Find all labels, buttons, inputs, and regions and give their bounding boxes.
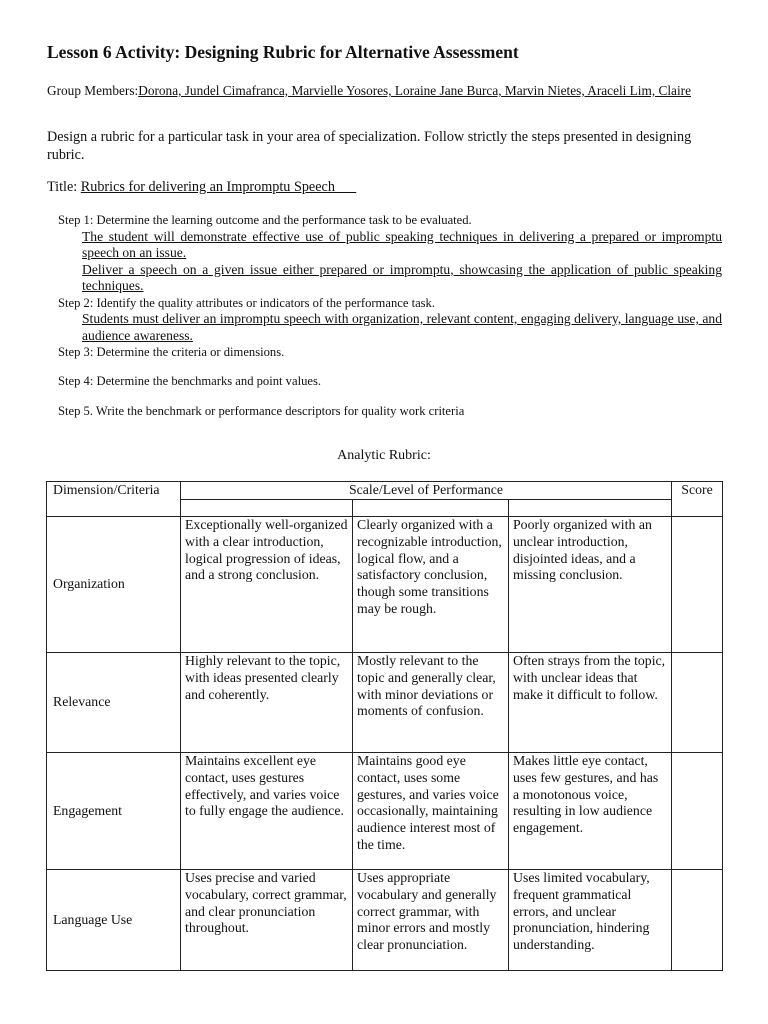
level-2-cell: Maintains good eye contact, uses some gestures, and varies voice occasionally, maintaining audience interest most of the time. bbox=[353, 753, 509, 870]
score-cell[interactable] bbox=[672, 870, 723, 971]
step-1: Step 1: Determine the learning outcome and the performance task to be evaluated. bbox=[58, 213, 472, 227]
header-level-1 bbox=[181, 500, 353, 517]
level-2-cell: Mostly relevant to the topic and generally clear, with minor deviations or moments of confusion. bbox=[353, 653, 509, 753]
rubric-caption: Analytic Rubric: bbox=[337, 448, 431, 463]
table-row bbox=[47, 653, 723, 753]
rubric-title-label: Title: bbox=[47, 179, 81, 195]
steps-section bbox=[58, 212, 722, 420]
header-score: Score bbox=[672, 482, 723, 517]
analytic-rubric-table bbox=[46, 481, 723, 971]
header-scale: Scale/Level of Performance bbox=[181, 482, 672, 500]
header-level-2 bbox=[353, 500, 509, 517]
level-2-cell: Uses appropriate vocabulary and generally correct grammar, with minor errors and mostly clear pronunciation. bbox=[353, 870, 509, 971]
criteria-cell: Engagement bbox=[47, 753, 181, 870]
level-1-cell: Exceptionally well-organized with a clear introduction, logical progression of ideas, and a strong conclusion. bbox=[181, 517, 353, 653]
criteria-cell: Language Use bbox=[47, 870, 181, 971]
level-1-cell: Maintains excellent eye contact, uses gestures effectively, and varies voice to fully engage the audience. bbox=[181, 753, 353, 870]
group-members-names: Dorona, Jundel Cimafranca, Marvielle Yosores, Loraine Jane Burca, Marvin Nietes, Araceli Lim, Claire bbox=[138, 83, 691, 98]
group-members-label: Group Members: bbox=[47, 83, 139, 98]
criteria-cell: Relevance bbox=[47, 653, 181, 753]
level-3-cell: Uses limited vocabulary, frequent grammatical errors, and unclear pronunciation, hindering understanding. bbox=[509, 870, 672, 971]
rubric-title: Rubrics for delivering an Impromptu Speech bbox=[80, 179, 335, 195]
level-3-cell: Often strays from the topic, with unclear ideas that make it difficult to follow. bbox=[509, 653, 672, 753]
header-level-3 bbox=[509, 500, 672, 517]
step-2-answer: Students must deliver an impromptu speech with organization, relevant content, engaging delivery, language use, and audience awareness. bbox=[82, 311, 722, 343]
rubric-title-line bbox=[47, 179, 356, 196]
level-1-cell: Highly relevant to the topic, with ideas presented clearly and coherently. bbox=[181, 653, 353, 753]
step-5: Step 5. Write the benchmark or performance descriptors for quality work criteria bbox=[58, 404, 465, 418]
table-row bbox=[47, 517, 723, 653]
level-3-cell: Makes little eye contact, uses few gestures, and has a monotonous voice, resulting in low audience engagement. bbox=[509, 753, 672, 870]
step-1-task: Deliver a speech on a given issue either prepared or impromptu, showcasing the application of public speaking techniques. bbox=[82, 261, 722, 293]
header-row bbox=[47, 482, 723, 500]
table-row bbox=[47, 870, 723, 971]
level-1-cell: Uses precise and varied vocabulary, correct grammar, and clear pronunciation throughout. bbox=[181, 870, 353, 971]
step-3: Step 3: Determine the criteria or dimensions. bbox=[58, 345, 285, 359]
group-members bbox=[47, 83, 722, 99]
step-4: Step 4: Determine the benchmarks and point values. bbox=[58, 373, 321, 388]
score-cell[interactable] bbox=[672, 517, 723, 653]
table-row bbox=[47, 753, 723, 870]
step-2: Step 2: Identify the quality attributes or indicators of the performance task. bbox=[58, 295, 436, 310]
level-2-cell: Clearly organized with a recognizable introduction, logical flow, and a satisfactory conclusion, though some transitions may be rough. bbox=[353, 517, 509, 653]
step-1-outcome: The student will demonstrate effective use of public speaking techniques in delivering a prepared or impromptu speech on an issue. bbox=[82, 228, 722, 260]
score-cell[interactable] bbox=[672, 653, 723, 753]
header-criteria: Dimension/Criteria bbox=[47, 482, 181, 517]
rubric-title-blank bbox=[335, 179, 356, 195]
score-cell[interactable] bbox=[672, 753, 723, 870]
level-3-cell: Poorly organized with an unclear introduction, disjointed ideas, and a missing conclusion. bbox=[509, 517, 672, 653]
criteria-cell: Organization bbox=[47, 517, 181, 653]
instructions: Design a rubric for a particular task in your area of specialization. Follow strictly the steps presented in designing rubric. bbox=[47, 129, 692, 163]
document-title: Lesson 6 Activity: Designing Rubric for Alternative Assessment bbox=[47, 42, 519, 62]
